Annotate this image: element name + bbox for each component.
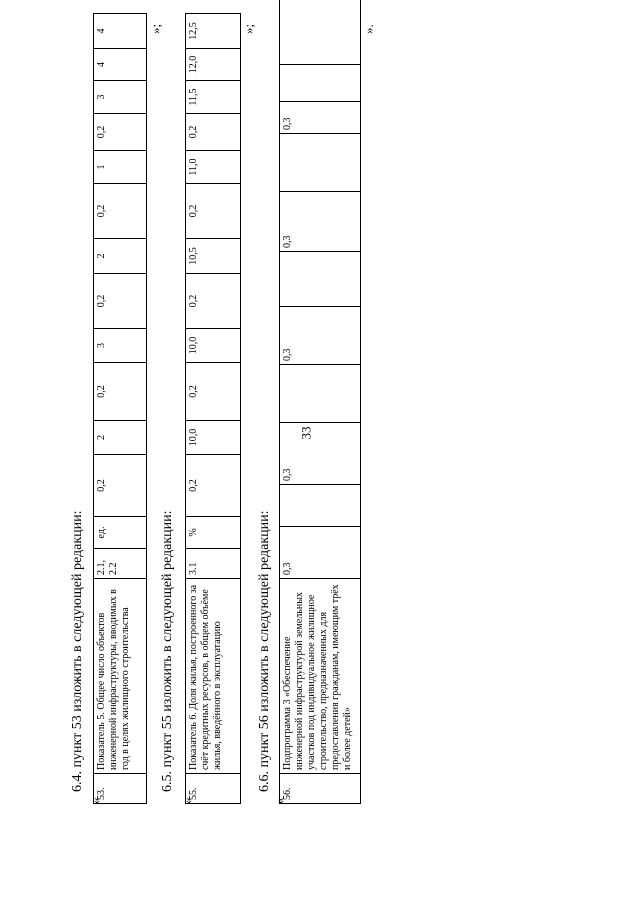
row-ref: 3.1 bbox=[186, 549, 241, 579]
value-cell: 0,2 bbox=[186, 184, 241, 239]
value-cell: 10,0 bbox=[186, 329, 241, 363]
value-cell: 10,5 bbox=[186, 239, 241, 274]
value-cell: 0,2 bbox=[94, 455, 147, 517]
value-cell: 0,2 bbox=[186, 455, 241, 517]
row-ref: 0,3 bbox=[280, 527, 361, 579]
section-heading-56: 6.6. пункт 56 изложить в следующей редакции: bbox=[257, 510, 272, 792]
row-unit: ед. bbox=[94, 517, 147, 549]
value-cell: 10,0 bbox=[186, 421, 241, 455]
value-cell: 0,2 bbox=[186, 274, 241, 329]
value-cell: 0,3 bbox=[280, 423, 361, 485]
value-cell: 2 bbox=[94, 421, 147, 455]
value-cell: 0,3 bbox=[280, 192, 361, 252]
value-cell: 0,2 bbox=[94, 114, 147, 151]
value-cell: 0,2 bbox=[94, 363, 147, 421]
value-cell: 0,2 bbox=[186, 114, 241, 151]
row-num: 53. bbox=[94, 774, 147, 804]
value-cell: 4 bbox=[94, 49, 147, 81]
value-cell: 0,2 bbox=[186, 363, 241, 421]
value-cell: 11,5 bbox=[186, 81, 241, 114]
value-cell: 3 bbox=[94, 81, 147, 114]
row-num: 56. bbox=[280, 774, 361, 804]
open-quote: « bbox=[180, 797, 195, 804]
value-cell: 0,2 bbox=[94, 184, 147, 239]
value-cell bbox=[280, 65, 361, 102]
page-number: 33 bbox=[298, 426, 314, 440]
row-num: 55. bbox=[186, 774, 241, 804]
value-cell bbox=[280, 252, 361, 307]
row-name: Подпрограмма 3 «Обеспечение инженерной инфраструктурой земельных участков под индивидуальное жилищное строительство, предназначенных для предоставления гражданам, имеющим трёх и более детей» bbox=[280, 579, 361, 774]
value-cell: 2 bbox=[94, 239, 147, 274]
closing-quote: »; bbox=[148, 23, 163, 34]
section-heading-53: 6.4. пункт 53 изложить в следующей редакции: bbox=[70, 510, 85, 792]
table-row-55 bbox=[185, 13, 241, 804]
table-row-56 bbox=[279, 0, 361, 804]
value-cell: 4 bbox=[94, 14, 147, 49]
closing-quote: ». bbox=[361, 24, 376, 34]
value-cell: 0,2 bbox=[94, 274, 147, 329]
rotated-content bbox=[5, 10, 605, 890]
row-unit bbox=[280, 485, 361, 527]
table-row-53 bbox=[93, 13, 147, 804]
value-cell: 11,0 bbox=[186, 151, 241, 184]
value-cell: 0,3 bbox=[280, 102, 361, 134]
row-ref: 2.1, 2.2 bbox=[94, 549, 147, 579]
value-cell bbox=[280, 134, 361, 192]
section-heading-55: 6.5. пункт 55 изложить в следующей редакции: bbox=[160, 510, 175, 792]
value-cell: 0,3 bbox=[280, 307, 361, 365]
value-cell: 12,5 bbox=[186, 14, 241, 49]
closing-quote: »; bbox=[241, 23, 256, 34]
value-cell bbox=[280, 365, 361, 423]
value-cell: 1 bbox=[94, 151, 147, 184]
open-quote: « bbox=[272, 797, 287, 804]
value-cell bbox=[280, 0, 361, 65]
value-cell: 12,0 bbox=[186, 49, 241, 81]
open-quote: « bbox=[88, 797, 103, 804]
value-cell: 3 bbox=[94, 329, 147, 363]
row-unit: % bbox=[186, 517, 241, 549]
row-name: Показатель 6. Доля жилья, построенного за счёт кредитных ресурсов, в общем объёме жилья, введённого в эксплуатацию bbox=[186, 579, 241, 774]
row-name: Показатель 5. Общее число объектов инженерной инфраструктуры, вводимых в год в целях жилищного строительства bbox=[94, 579, 147, 774]
